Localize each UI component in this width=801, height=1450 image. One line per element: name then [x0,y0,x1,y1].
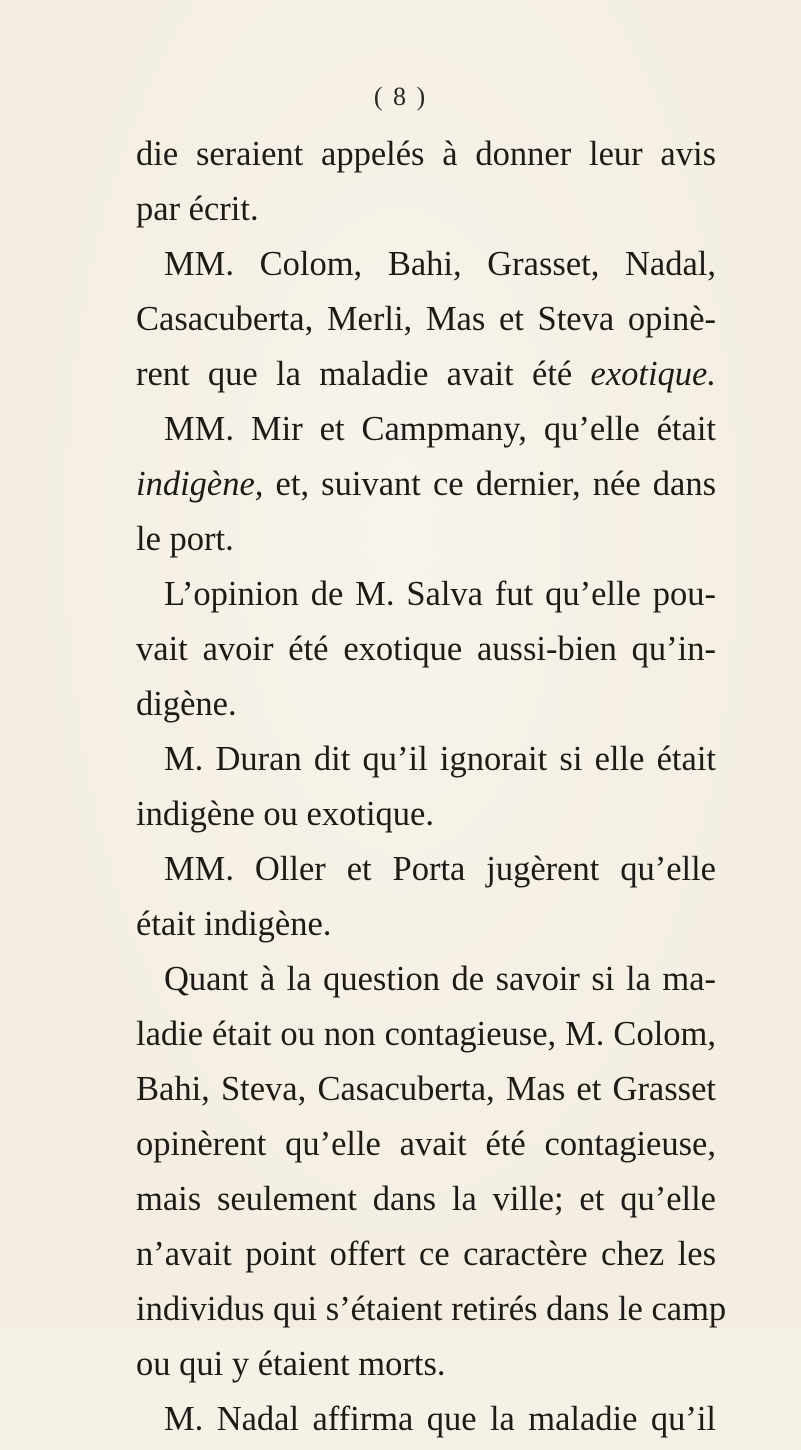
text-run: Casacuberta, Merli, Mas et Steva opinè- [136,300,716,338]
italic-text: exotique. [590,355,716,393]
text-line [136,1285,727,1340]
body-text [136,130,727,1450]
text-line [136,570,716,625]
text-run: indigène ou exotique. [136,795,434,833]
text-line [136,460,716,515]
text-line [136,955,716,1010]
text-line [136,625,716,680]
text-line [136,1340,716,1395]
text-run: die seraient appelés à donner leur avis [136,135,716,173]
text-run: mais seulement dans la ville; et qu’elle [136,1180,716,1218]
text-run: MM. Mir et Campmany, qu’elle était [164,410,716,448]
text-run: le port. [136,520,234,558]
text-run: n’avait point offert ce caractère chez les [136,1235,716,1273]
text-run: était indigène. [136,905,332,943]
text-line [136,1010,716,1065]
text-line [136,680,716,735]
text-run: MM. Oller et Porta jugèrent qu’elle [164,850,716,888]
text-run: Quant à la question de savoir si la ma- [164,960,716,998]
text-line [136,735,716,790]
text-line [136,1395,716,1450]
text-line [136,130,716,185]
text-run: MM. Colom, Bahi, Grasset, Nadal, [164,245,716,283]
text-run: Bahi, Steva, Casacuberta, Mas et Grasset [136,1070,716,1108]
text-line [136,295,716,350]
text-line [136,790,716,845]
page-number: ( 8 ) [373,82,428,111]
text-line [136,1120,716,1175]
italic-text: indigène, [136,465,264,503]
text-line [136,1230,716,1285]
text-line [136,185,716,240]
text-line [136,240,716,295]
text-run: M. Nadal affirma que la maladie qu’il [164,1400,716,1438]
text-run: M. Duran dit qu’il ignorait si elle était [164,740,716,778]
text-line [136,515,716,570]
text-run: ou qui y étaient morts. [136,1345,446,1383]
text-line [136,1065,716,1120]
text-run: L’opinion de M. Salva fut qu’elle pou- [164,575,716,613]
text-run: ladie était ou non contagieuse, M. Colom, [136,1015,716,1053]
text-line [136,405,716,460]
text-run: opinèrent qu’elle avait été contagieuse, [136,1125,716,1163]
text-run: vait avoir été exotique aussi-bien qu’in- [136,630,716,668]
text-line [136,350,716,405]
text-run: digène. [136,685,237,723]
text-line [136,900,716,955]
text-run: et, suivant ce dernier, née dans [263,465,716,503]
text-run: individus qui s’étaient retirés dans le camp [136,1290,727,1328]
text-run: rent que la maladie avait été [136,355,591,393]
text-line [136,845,716,900]
text-run: par écrit. [136,190,259,228]
text-line [136,1175,716,1230]
